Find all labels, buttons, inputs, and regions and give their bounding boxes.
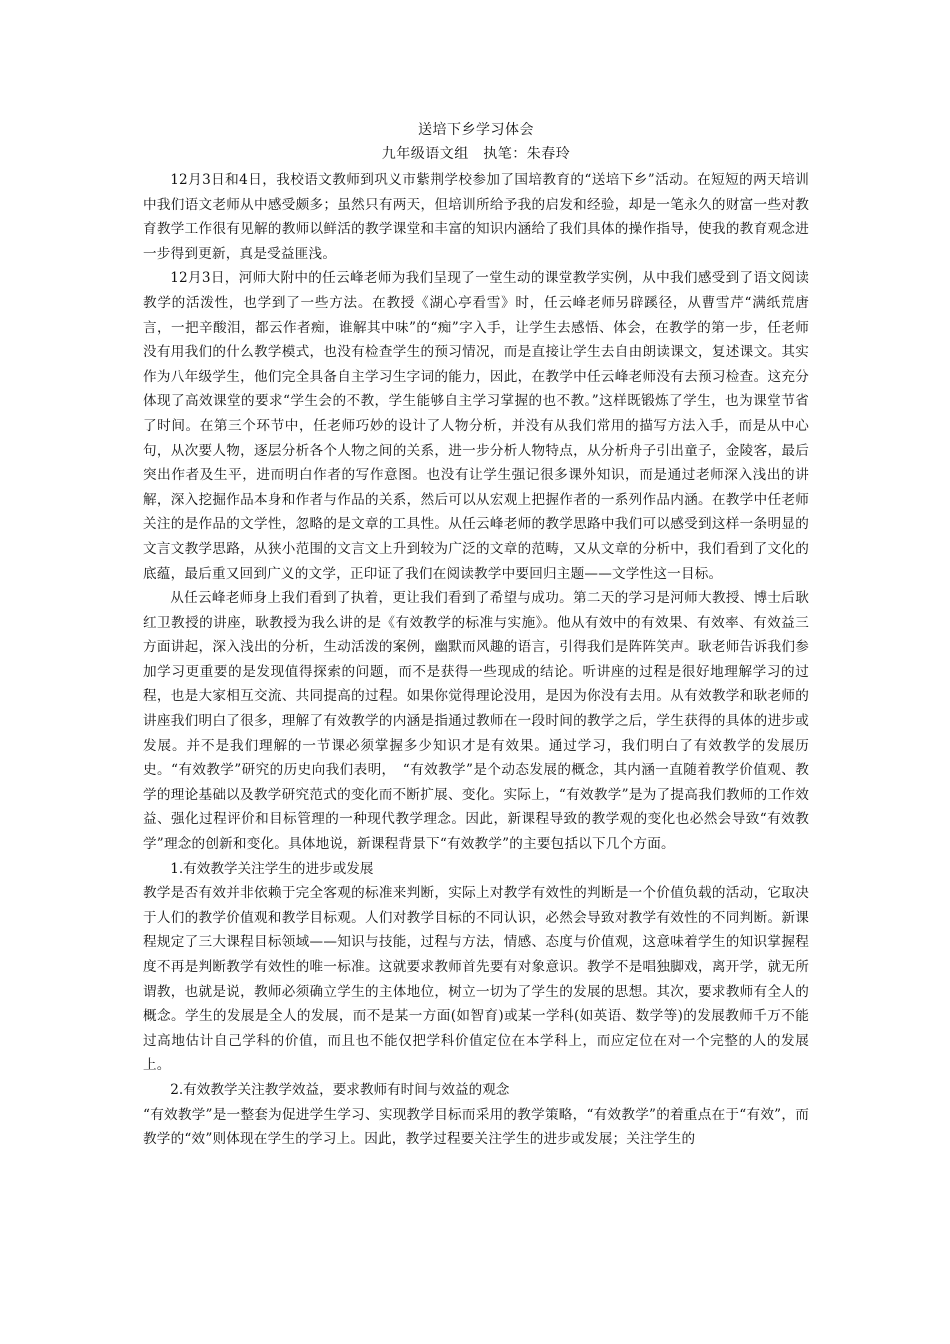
section-heading-2: 2.有效教学关注教学效益，要求教师有时间与效益的观念 — [170, 1081, 510, 1098]
section-body-1: 教学是否有效并非依赖于完全客观的标准来判断，实际上对教学有效性的判断是一个价值负载的活动，它取决于人们的教学价值观和教学目标观。人们对教学目标的不同认识，必然会导致对教学有效性的不同判断。新课程规定了三大课程目标领域——知识与技能，过程与方法，情感、态度与价值观，这意味着学生的知识掌握程度不再是判断教学有效性的唯一标准。这就要求教师首先要有对象意识。教学不是唱独脚戏，离开学，就无所谓教，也就是说，教师必须确立学生的主体地位，树立一切为了学生的发展的思想。其次，要求教师有全人的概念。学生的发展是全人的发展，而不是某一方面(如智育)或某一学科(如英语、数学等)的发展教师千万不能过高地估计自己学科的价值，而且也不能仅把学科价值定位在本学科上，而应定位在对一个完整的人的发展上。 — [143, 885, 809, 1074]
paragraph-intro: 12月3日和4日，我校语文教师到巩义市紫荆学校参加了国培教育的“送培下乡”活动。在短短的两天培训中我们语文老师从中感受颇多；虽然只有两天，但培训所给予我的启发和经验，却是一笔永久的财富一些对教育教学工作很有见解的教师以鲜活的教学课堂和丰富的知识内涵给了我们具体的操作指导，使我的教育观念进一步得到更新，真是受益匪浅。 — [143, 172, 809, 262]
section-heading-1: 1.有效教学关注学生的进步或发展 — [170, 860, 374, 877]
paragraph-lesson: 12月3日，河师大附中的任云峰老师为我们呈现了一堂生动的课堂教学实例，从中我们感受到了语文阅读教学的活泼性，也学到了一些方法。在教授《湖心亭看雪》时，任云峰老师另辟蹊径，从曹雪芹“满纸荒唐言，一把辛酸泪，都云作者痴，谁解其中味”的“痴”字入手，让学生去感悟、体会，在教学的第一步，任老师没有用我们的什么教学模式，也没有检查学生的预习情况，而是直接让学生去自由朗读课文，复述课文。其实作为八年级学生，他们完全具备自主学习生字词的能力，因此，在教学中任云峰老师没有去预习检查。这充分体现了高效课堂的要求“学生会的不教，学生能够自主学习掌握的也不教。”这样既锻炼了学生，也为课堂节省了时间。在第三个环节中，任老师巧妙的设计了人物分析，并没有从我们常用的描写方法入手，而是从中心句，从次要人物，逐层分析各个人物之间的关系，进一步分析人物特点，从分析舟子引出童子，金陵客，最后突出作者及生平，进而明白作者的写作意图。也没有让学生强记很多课外知识，而是通过老师深入浅出的讲解，深入挖掘作品本身和作者与作品的关系，然后可以从宏观上把握作者的一系列作品内涵。在教学中任老师关注的是作品的文学性，忽略的是文章的工具性。从任云峰老师的教学思路中我们可以感受到这样一条明显的文言文教学思路，从狭小范围的文言文上升到较为广泛的文章的范畴，又从文章的分析中，我们看到了文化的底蕴，最后重又回到广义的文学，正印证了我们在阅读教学中要回归主题——文学性这一目标。 — [143, 270, 809, 582]
paragraph-lecture: 从任云峰老师身上我们看到了执着，更让我们看到了希望与成功。第二天的学习是河师大教授、博士后耿红卫教授的讲座，耿教授为我么讲的是《有效教学的标准与实施》。他从有效中的有效果、有效率、有效益三方面讲起，深入浅出的分析，生动活泼的案例，幽默而风趣的语言，引得我们是阵阵笑声。耿老师告诉我们参加学习更重要的是发现值得探索的问题，而不是获得一些现成的结论。听讲座的过程是很好地理解学习的过程，也是大家相互交流、共同提高的过程。如果你觉得理论没用，是因为你没有去用。从有效教学和耿老师的讲座我们明白了很多，理解了有效教学的内涵是指通过教师在一段时间的教学之后，学生获得的具体的进步或发展。并不是我们理解的一节课必须掌握多少知识才是有效果。通过学习，我们明白了有效教学的发展历史。“有效教学”研究的历史向我们表明， “有效教学”是个动态发展的概念，其内涵一直随着教学价值观、教学的理论基础以及教学研究范式的变化而不断扩展、变化。实际上，“有效教学”是为了提高我们教师的工作效益、强化过程评价和目标管理的一种现代教学理念。因此，新课程导致的教学观的变化也必然会导致“有效教学”理念的创新和变化。具体地说，新课程背景下“有效教学”的主要包括以下几个方面。 — [143, 590, 809, 853]
author-byline: 九年级语文组 执笔：朱春玲 — [381, 146, 571, 162]
document-page — [143, 118, 809, 1152]
section-body-2: “有效教学”是一整套为促进学生学习、实现教学目标而采用的教学策略，“有效教学”的着重点在于“有效”，而教学的“效”则体现在学生的学习上。因此，教学过程要关注学生的进步或发展；关注学生的 — [143, 1106, 809, 1148]
document-title: 送培下乡学习体会 — [418, 122, 534, 138]
